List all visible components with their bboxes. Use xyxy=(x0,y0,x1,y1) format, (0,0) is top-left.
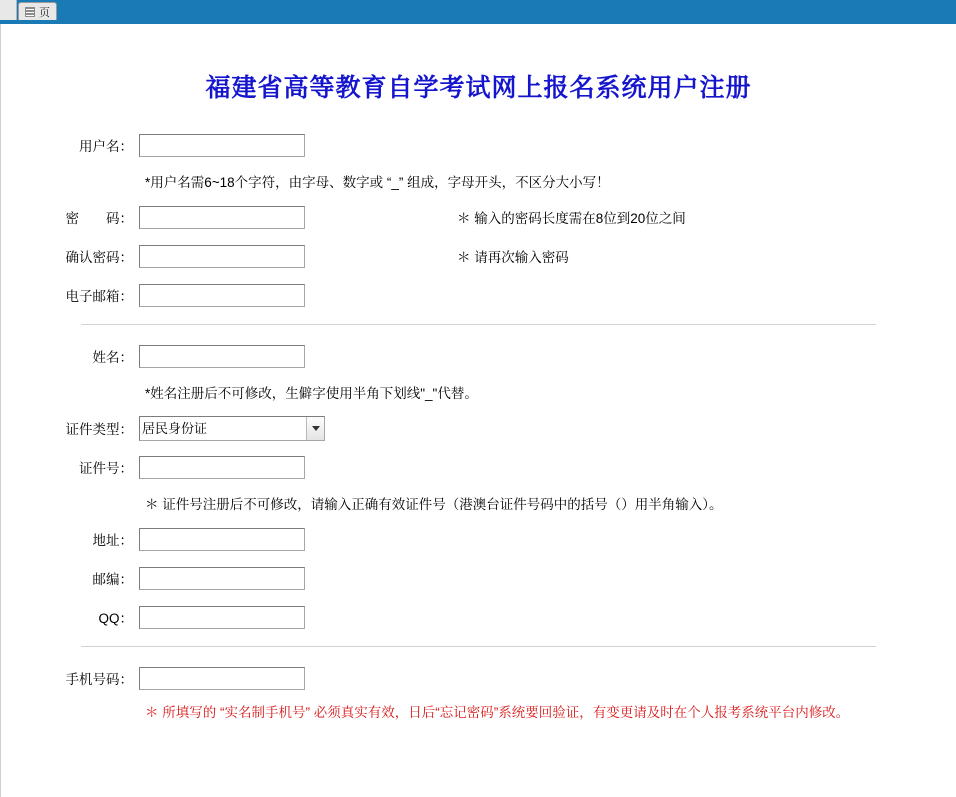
section-divider-2 xyxy=(81,646,876,647)
zipcode-input[interactable] xyxy=(139,567,305,590)
row-id-number xyxy=(1,454,956,480)
zipcode-label: 邮编： xyxy=(92,572,133,587)
registration-page xyxy=(0,24,956,797)
qq-input[interactable] xyxy=(139,606,305,629)
password-input[interactable] xyxy=(139,206,305,229)
row-id-type xyxy=(1,415,956,441)
registration-form xyxy=(1,132,956,721)
tab-strip-left-edge xyxy=(0,0,17,20)
id-type-select[interactable] xyxy=(139,416,325,441)
browser-tab[interactable] xyxy=(18,2,57,20)
confirm-password-input[interactable] xyxy=(139,245,305,268)
row-password xyxy=(1,204,956,230)
name-hint: *姓名注册后不可修改，生僻字使用半角下划线"_"代替。 xyxy=(145,386,478,401)
id-number-hint: ＊ 证件号注册后不可修改，请输入正确有效证件号（港澳台证件号码中的括号（）用半角输入）。 xyxy=(145,497,723,512)
id-type-label: 证件类型： xyxy=(65,422,133,437)
qq-label: QQ： xyxy=(98,611,133,626)
row-confirm-password xyxy=(1,243,956,269)
username-hint: *用户名需6~18个字符，由字母、数字或 “_” 组成，字母开头，不区分大小写！ xyxy=(145,175,610,190)
browser-tab-label: 页 xyxy=(39,6,50,19)
password-label: 密 码： xyxy=(65,211,133,226)
row-name xyxy=(1,343,956,369)
tab-strip-empty-area xyxy=(57,0,956,20)
email-label: 电子邮箱： xyxy=(65,289,133,304)
row-zipcode xyxy=(1,565,956,591)
id-type-select-wrapper[interactable] xyxy=(139,416,325,441)
mobile-warning: ＊ 所填写的 “实名制手机号” 必须真实有效，日后“忘记密码”系统要回验证，有变更请及时在个人报考系统平台内修改。 xyxy=(145,705,850,720)
id-number-label: 证件号： xyxy=(79,461,133,476)
row-address xyxy=(1,526,956,552)
mobile-input[interactable] xyxy=(139,667,305,690)
confirm-password-label: 确认密码： xyxy=(65,250,133,265)
address-label: 地址： xyxy=(92,533,133,548)
row-username xyxy=(1,132,956,158)
page-title: 福建省高等教育自学考试网上报名系统用户注册 xyxy=(205,73,752,102)
section-divider-1 xyxy=(81,324,876,325)
row-mobile xyxy=(1,665,956,691)
row-qq xyxy=(1,604,956,630)
username-label: 用户名： xyxy=(79,139,133,154)
username-input[interactable] xyxy=(139,134,305,157)
mobile-label: 手机号码： xyxy=(65,672,133,687)
id-number-input[interactable] xyxy=(139,456,305,479)
address-input[interactable] xyxy=(139,528,305,551)
name-label: 姓名： xyxy=(92,350,133,365)
page-icon xyxy=(25,7,35,17)
confirm-password-hint: ＊ 请再次输入密码 xyxy=(457,250,569,265)
password-hint: ＊ 输入的密码长度需在8位到20位之间 xyxy=(457,211,686,226)
email-input[interactable] xyxy=(139,284,305,307)
name-input[interactable] xyxy=(139,345,305,368)
browser-tab-strip xyxy=(0,0,956,20)
row-email xyxy=(1,282,956,308)
